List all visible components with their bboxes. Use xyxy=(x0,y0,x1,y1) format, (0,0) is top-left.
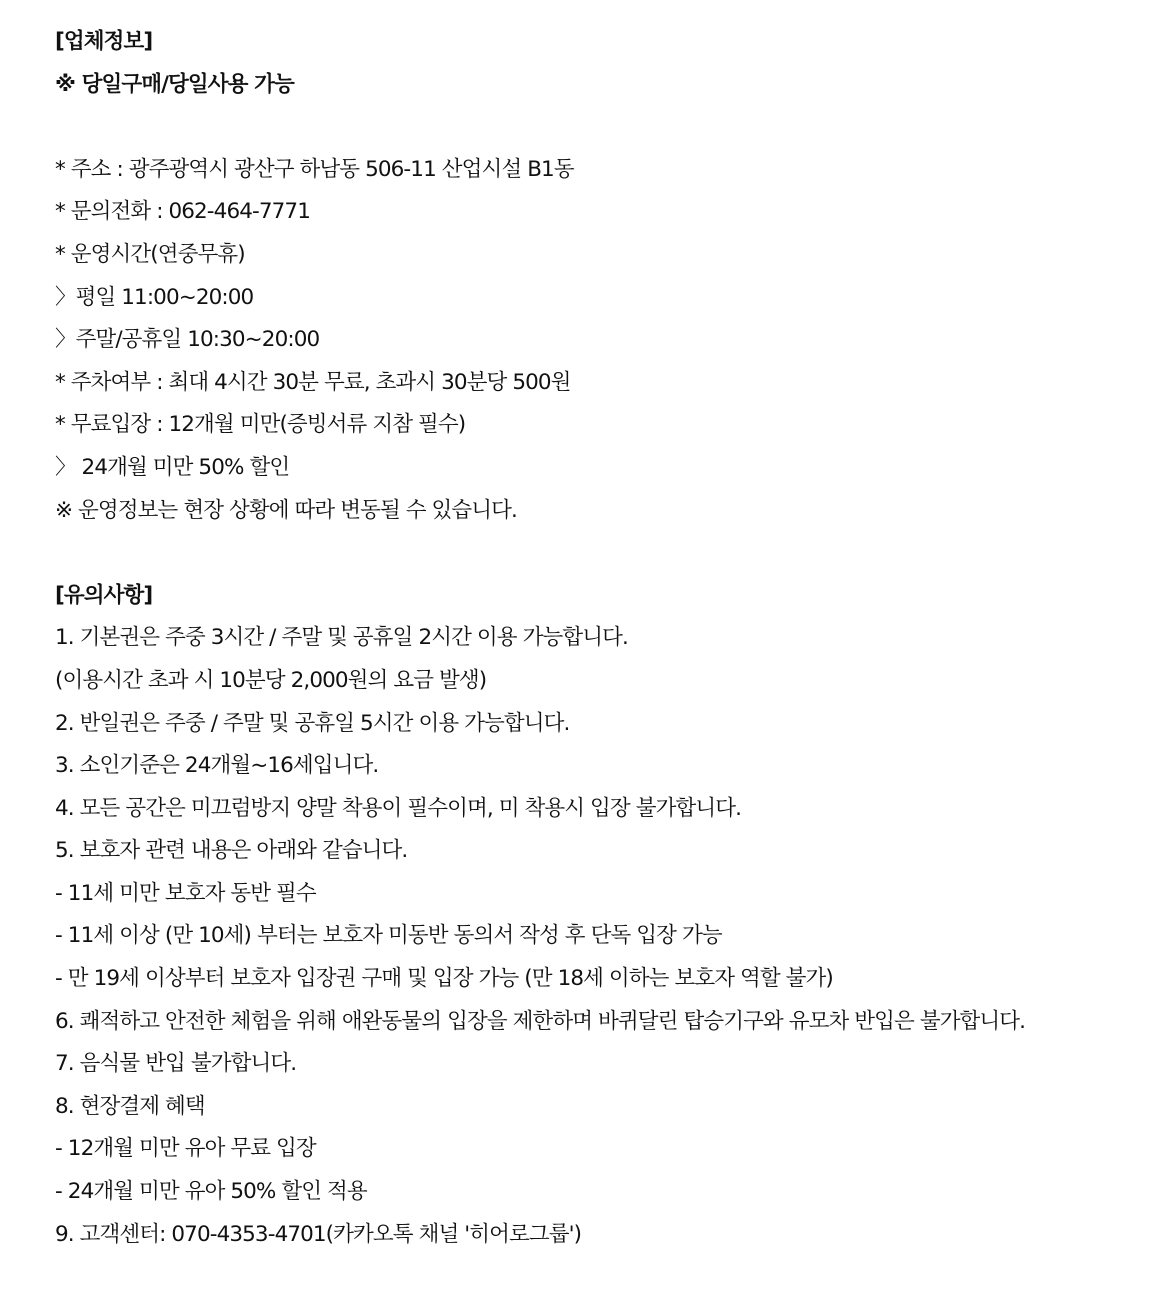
hours-heading-line: * 운영시간(연중무휴) xyxy=(55,241,245,267)
precaution-item: 6. 쾌적하고 안전한 체험을 위해 애완동물의 입장을 제한하며 바퀴달린 탑승기구와 유모차 반입은 불가합니다. xyxy=(55,1008,1026,1034)
address-line: * 주소 : 광주광역시 광산구 하남동 506-11 산업시설 B1동 xyxy=(55,156,574,182)
precaution-item: 1. 기본권은 주중 3시간 / 주말 및 공휴일 2시간 이용 가능합니다. xyxy=(55,625,628,651)
operation-notice-line: ※ 운영정보는 현장 상황에 따라 변동될 수 있습니다. xyxy=(55,497,517,523)
precaution-item: 7. 음식물 반입 불가합니다. xyxy=(55,1051,297,1077)
precaution-item: - 12개월 미만 유아 무료 입장 xyxy=(55,1136,316,1162)
precaution-item: 2. 반일권은 주중 / 주말 및 공휴일 5시간 이용 가능합니다. xyxy=(55,710,570,736)
discount-line: 〉 24개월 미만 50% 할인 xyxy=(55,454,290,480)
spacer xyxy=(55,532,1172,575)
precaution-item: - 만 19세 이상부터 보호자 입장권 구매 및 입장 가능 (만 18세 이하는 보호자 역할 불가) xyxy=(55,966,833,992)
same-day-notice: ※ 당일구매/당일사용 가능 xyxy=(55,71,294,97)
precaution-item: 9. 고객센터: 070-4353-4701(카카오톡 채널 '히어로그룹') xyxy=(55,1221,582,1247)
precaution-item: 4. 모든 공간은 미끄럼방지 양말 착용이 필수이며, 미 착용시 입장 불가합니다. xyxy=(55,795,741,821)
precautions-section xyxy=(55,575,1172,1257)
precaution-item: - 11세 이상 (만 10세) 부터는 보호자 미동반 동의서 작성 후 단독 입장 가능 xyxy=(55,923,722,949)
precautions-heading: [유의사항] xyxy=(55,582,153,608)
parking-line: * 주차여부 : 최대 4시간 30분 무료, 초과시 30분당 500원 xyxy=(55,369,571,395)
weekend-hours-line: 〉주말/공휴일 10:30~20:00 xyxy=(55,327,320,353)
precaution-item: - 11세 미만 보호자 동반 필수 xyxy=(55,880,316,906)
company-info-section xyxy=(55,21,1172,532)
precaution-item: (이용시간 초과 시 10분당 2,000원의 요금 발생) xyxy=(55,667,487,693)
precaution-item: 5. 보호자 관련 내용은 아래와 같습니다. xyxy=(55,838,408,864)
phone-line: * 문의전화 : 062-464-7771 xyxy=(55,199,310,225)
precaution-item: 8. 현장결제 혜택 xyxy=(55,1093,205,1119)
spacer xyxy=(55,106,1172,149)
company-info-heading: [업체정보] xyxy=(55,29,153,54)
precaution-item: - 24개월 미만 유아 50% 할인 적용 xyxy=(55,1179,367,1205)
precaution-item: 3. 소인기준은 24개월~16세입니다. xyxy=(55,753,379,779)
weekday-hours-line: 〉평일 11:00~20:00 xyxy=(55,284,254,310)
free-entry-line: * 무료입장 : 12개월 미만(증빙서류 지참 필수) xyxy=(55,412,466,438)
